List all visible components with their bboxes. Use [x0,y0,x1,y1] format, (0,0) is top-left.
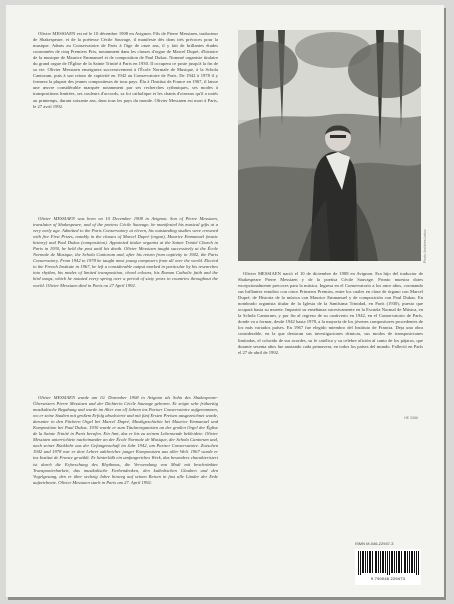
issn-label: ISMN M-046-22947-3 [355,541,394,546]
photo-credit: Photo: Archives Leduc [423,229,427,263]
composer-photo-image [238,30,421,261]
back-cover-page [6,5,444,597]
barcode-bars [355,549,421,575]
composer-photo [238,30,421,261]
english-biography: Olivier MESSIAEN was born on 10 December 1908 in Avignon. Son of Pierre Messiaen, translator of Shakespeare, and of the poetess Cécile Sauvage, he manifested his musical gifts at a very early age. Admitted to the Paris Conservatory at eleven, his outstanding studies were crowned with five First Prizes, notably in the classes of Marcel Dupré (organ), Maurice Emmanuel (music history) and Paul Dukas (composition). Appointed titular organist at the Sainte Trinité Church in Paris in 1930, he held the post until his death. Olivier Messiaen taught successively at the École Normale de Musique, the Schola Cantorum and, after his return from captivity in 1942, the Paris Conservatory. From 1942 to 1978 he taught most young composers from all over the world. Elected to the French Institute in 1967, he left a considerable output marked in particular by his researches into rhythm, his modes of limited transposition, chord colours, his Roman Catholic faith and the bird songs, which he notated every spring over a period of sixty years in countries throughout the world. Olivier Messiaen died in Paris on 27 April 1992. [33,216,218,288]
catalog-reference: HE 3386 [404,416,418,420]
barcode [355,549,421,585]
spanish-biography: Olivier MESSIAEN nació el 10 de diciembre de 1908 en Avignon. Era hijo del traductor de Shakespeare Pierre Messiaen y de la poetisa Cécile Sauvage. Pronto muestra dotes excepcionalmente precoces para la música. Ingresa en el Conservatorio a los once años, coronando sus brillantes estudios con cinco Primeros Premios, entre los cuales en clase de órgano con Marcel Dupré, de Historia de la música con Maurice Emmanuel y de composición con Paul Dukas. En nombrado organista titular de la Iglesia de la Santísima Trinidad, en París (1930), puesto que ocupará hasta su muerte. Impartió su enseñanza sucesivamente en la Escuela Normal de Música, en la Schola Cantorum, y por fin al regreso de su cautiverio en 1942, en el Conservatorio de París, donde va a formar, desde 1942 hasta 1978, a la mayoría de los jóvenes compositores procedentes de los más variados países. En 1967 fue elegido miembro del Instituto de Francia. Deja una obra considerable, en la que destacan sus investigaciones rítmicas, sus modos de transposiciones limitadas, el colorido de sus acordes, su fe católica y su celebre afición al canto de los pájaros, que durante sesenta años fue anotando cada primavera, en todos los países del mundo. Falleció en París el 27 de abril de 1992. [238,271,423,355]
barcode-number: 9 790046 229473 [370,576,406,581]
french-biography: Olivier MESSIAEN est né le 10 décembre 1908 en Avignon. Fils de Pierre Messiaen, traducteur de Shakespeare, et de la poétesse Cécile Sauvage, il manifeste dès dons très précoces pour la musique. Admis au Conservatoire de Paris à l'âge de onze ans, il y fait de brillantes études couronnées de cinq Premiers Prix, notamment dans les classes d'orgue de Marcel Dupré, d'histoire de la musique de Maurice Emmanuel et de composition de Paul Dukas. Nommé organiste titulaire du grand orgue de l'Église de la Sainte Trinité à Paris en 1930. Il occupera ce poste jusqu'à la fin de sa vie. Olivier Messiaen enseignera successivement à l'École Normale de Musique, à la Schola Cantorum, puis à son retour de captivité en 1942 au Conservatoire de Paris. De 1942 à 1978 il y formera la plupart des jeunes compositeurs de tous pays. Élu à l'Institut de France en 1967, il laisse une œuvre considérable marquée notamment par ses recherches rythmiques, ses modes à transpositions limitées, ses couleurs d'accords, sa foi catholique et les chants d'oiseaux qu'il a notés au printemps, durant soixante ans, dans tous les pays du monde. Olivier Messiaen est mort à Paris, le 27 avril 1992. [33,31,218,109]
german-biography: Olivier MESSIAEN wurde am 10. Dezember 1908 in Avignon als Sohn des Shakespeare-Übersetzers Pierre Messiaen und der Dichterin Cécile Sauvage geboren. Er zeigte sehr frühzeitig musikalische Begabung und wurde im Alter von elf Jahren ins Pariser Conservatoire aufgenommen, wo er seine Studien mit großem Erfolg absolvierte und mit fünf Ersten Preisen ausgezeichnet wurde, darunter in den Fächern Orgel bei Marcel Dupré, Musikgeschichte bei Maurice Emmanuel und Komposition bei Paul Dukas. 1930 wurde er zum Titularorganisten an der großen Orgel der Église de la Sainte Trinité in Paris berufen. Ein Amt, das er bis zu seinem Lebensende bekleidete. Olivier Messiaen unterrichtete nacheinander an der École Normale de Musique, der Schola Cantorum und, nach seiner Rückkehr aus der Gefangenschaft im Jahr 1942, am Pariser Conservatoire. Zwischen 1942 und 1978 war er dort Lehrer zahlreicher junger Komponisten aus aller Welt. 1967 wurde er ins Institut de France gewählt. Er hinterläßt ein umfangreiches Werk, das besonders charakterisiert ist durch die Erforschung des Rhythmus, die Verwendung von Modi mit beschränkter Transponierbarkeit, das musikalische Farbendenken, den katholischen Glauben und den Vogelgesang, den er über sechzig Jahre hinweg auf seinen Reisen in fast alle Länder der Erde aufzeichnete. Olivier Messiaen starb in Paris am 27. April 1992. [33,395,218,485]
